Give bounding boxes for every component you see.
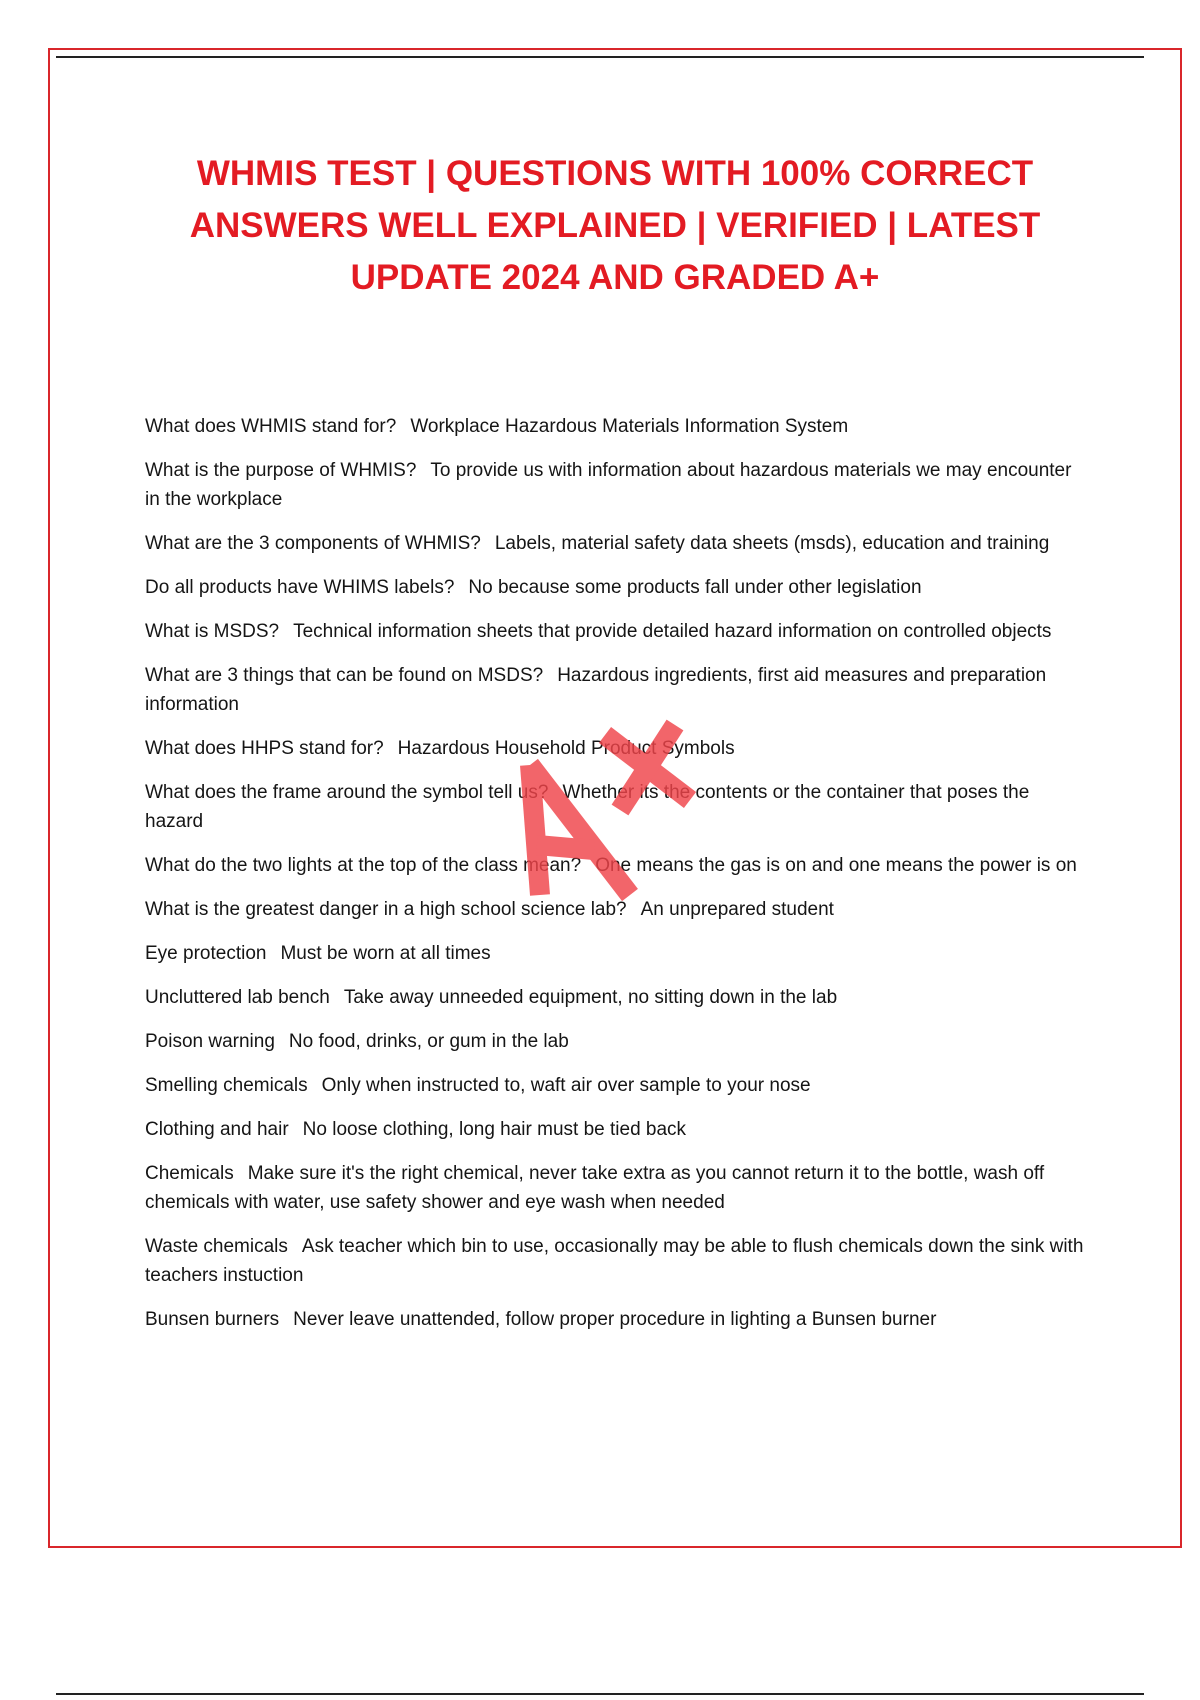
- answer: To provide us with information about hazardous materials we may encounter in the workplace: [145, 460, 1072, 510]
- question: Poison warning: [145, 1031, 275, 1052]
- answer: No food, drinks, or gum in the lab: [288, 1031, 569, 1052]
- qa-item: [145, 529, 1085, 558]
- question: Chemicals: [145, 1163, 234, 1184]
- answer: Workplace Hazardous Materials Information System: [410, 416, 849, 437]
- qa-item: [145, 412, 1085, 441]
- question: Uncluttered lab bench: [145, 987, 330, 1008]
- answer: Ask teacher which bin to use, occasionally may be able to flush chemicals down the sink with teachers instuction: [145, 1236, 1084, 1286]
- answer: Never leave unattended, follow proper procedure in lighting a Bunsen burner: [293, 1309, 937, 1330]
- qa-item: [145, 895, 1085, 924]
- document-title: [150, 148, 1080, 304]
- title-line: ANSWERS WELL EXPLAINED | VERIFIED | LATEST: [189, 206, 1041, 245]
- answer: One means the gas is on and one means the power is on: [595, 855, 1077, 876]
- qa-item: [145, 939, 1085, 968]
- answer: No because some products fall under other legislation: [468, 577, 922, 598]
- top-rule: [56, 56, 1144, 58]
- answer: Take away unneeded equipment, no sitting down in the lab: [343, 987, 838, 1008]
- question: What does the frame around the symbol tell us?: [145, 782, 549, 803]
- question: Bunsen burners: [145, 1309, 280, 1330]
- qa-item: [145, 778, 1085, 836]
- answer: Only when instructed to, waft air over sample to your nose: [321, 1075, 811, 1096]
- question: Do all products have WHIMS labels?: [145, 577, 455, 598]
- qa-item: [145, 1232, 1085, 1290]
- answer: Make sure it's the right chemical, never take extra as you cannot return it to the bottle, wash off chemicals with water, use safety shower and eye wash when needed: [145, 1163, 1045, 1213]
- question: What does WHMIS stand for?: [145, 416, 397, 437]
- qa-item: [145, 1115, 1085, 1144]
- question: Clothing and hair: [145, 1119, 289, 1140]
- answer: Must be worn at all times: [280, 943, 491, 964]
- answer: No loose clothing, long hair must be tied back: [302, 1119, 687, 1140]
- answer: Hazardous Household Product Symbols: [397, 738, 735, 759]
- answer: Hazardous ingredients, first aid measures and preparation information: [145, 665, 1047, 715]
- qa-item: [145, 661, 1085, 719]
- question: What does HHPS stand for?: [145, 738, 384, 759]
- qa-item: [145, 1071, 1085, 1100]
- qa-item: [145, 1305, 1085, 1334]
- question: What are the 3 components of WHMIS?: [145, 533, 481, 554]
- answer: An unprepared student: [640, 899, 834, 920]
- qa-list: [145, 412, 1085, 1349]
- qa-item: [145, 1027, 1085, 1056]
- qa-item: [145, 734, 1085, 763]
- question: What is MSDS?: [145, 621, 280, 642]
- qa-item: [145, 617, 1085, 646]
- qa-item: [145, 1159, 1085, 1217]
- qa-item: [145, 573, 1085, 602]
- answer: Labels, material safety data sheets (msds), education and training: [494, 533, 1050, 554]
- question: What are 3 things that can be found on MSDS?: [145, 665, 544, 686]
- bottom-rule: [56, 1693, 1144, 1695]
- qa-item: [145, 456, 1085, 514]
- title-line: WHMIS TEST | QUESTIONS WITH 100% CORRECT: [196, 154, 1034, 193]
- question: Waste chemicals: [145, 1236, 288, 1257]
- title-line: UPDATE 2024 AND GRADED A+: [350, 258, 880, 297]
- question: What is the purpose of WHMIS?: [145, 460, 417, 481]
- question: Eye protection: [145, 943, 267, 964]
- question: What is the greatest danger in a high school science lab?: [145, 899, 627, 920]
- answer: Whether its the contents or the container that poses the hazard: [145, 782, 1030, 832]
- question: Smelling chemicals: [145, 1075, 308, 1096]
- qa-item: [145, 983, 1085, 1012]
- question: What do the two lights at the top of the class mean?: [145, 855, 582, 876]
- qa-item: [145, 851, 1085, 880]
- answer: Technical information sheets that provide detailed hazard information on controlled objects: [293, 621, 1052, 642]
